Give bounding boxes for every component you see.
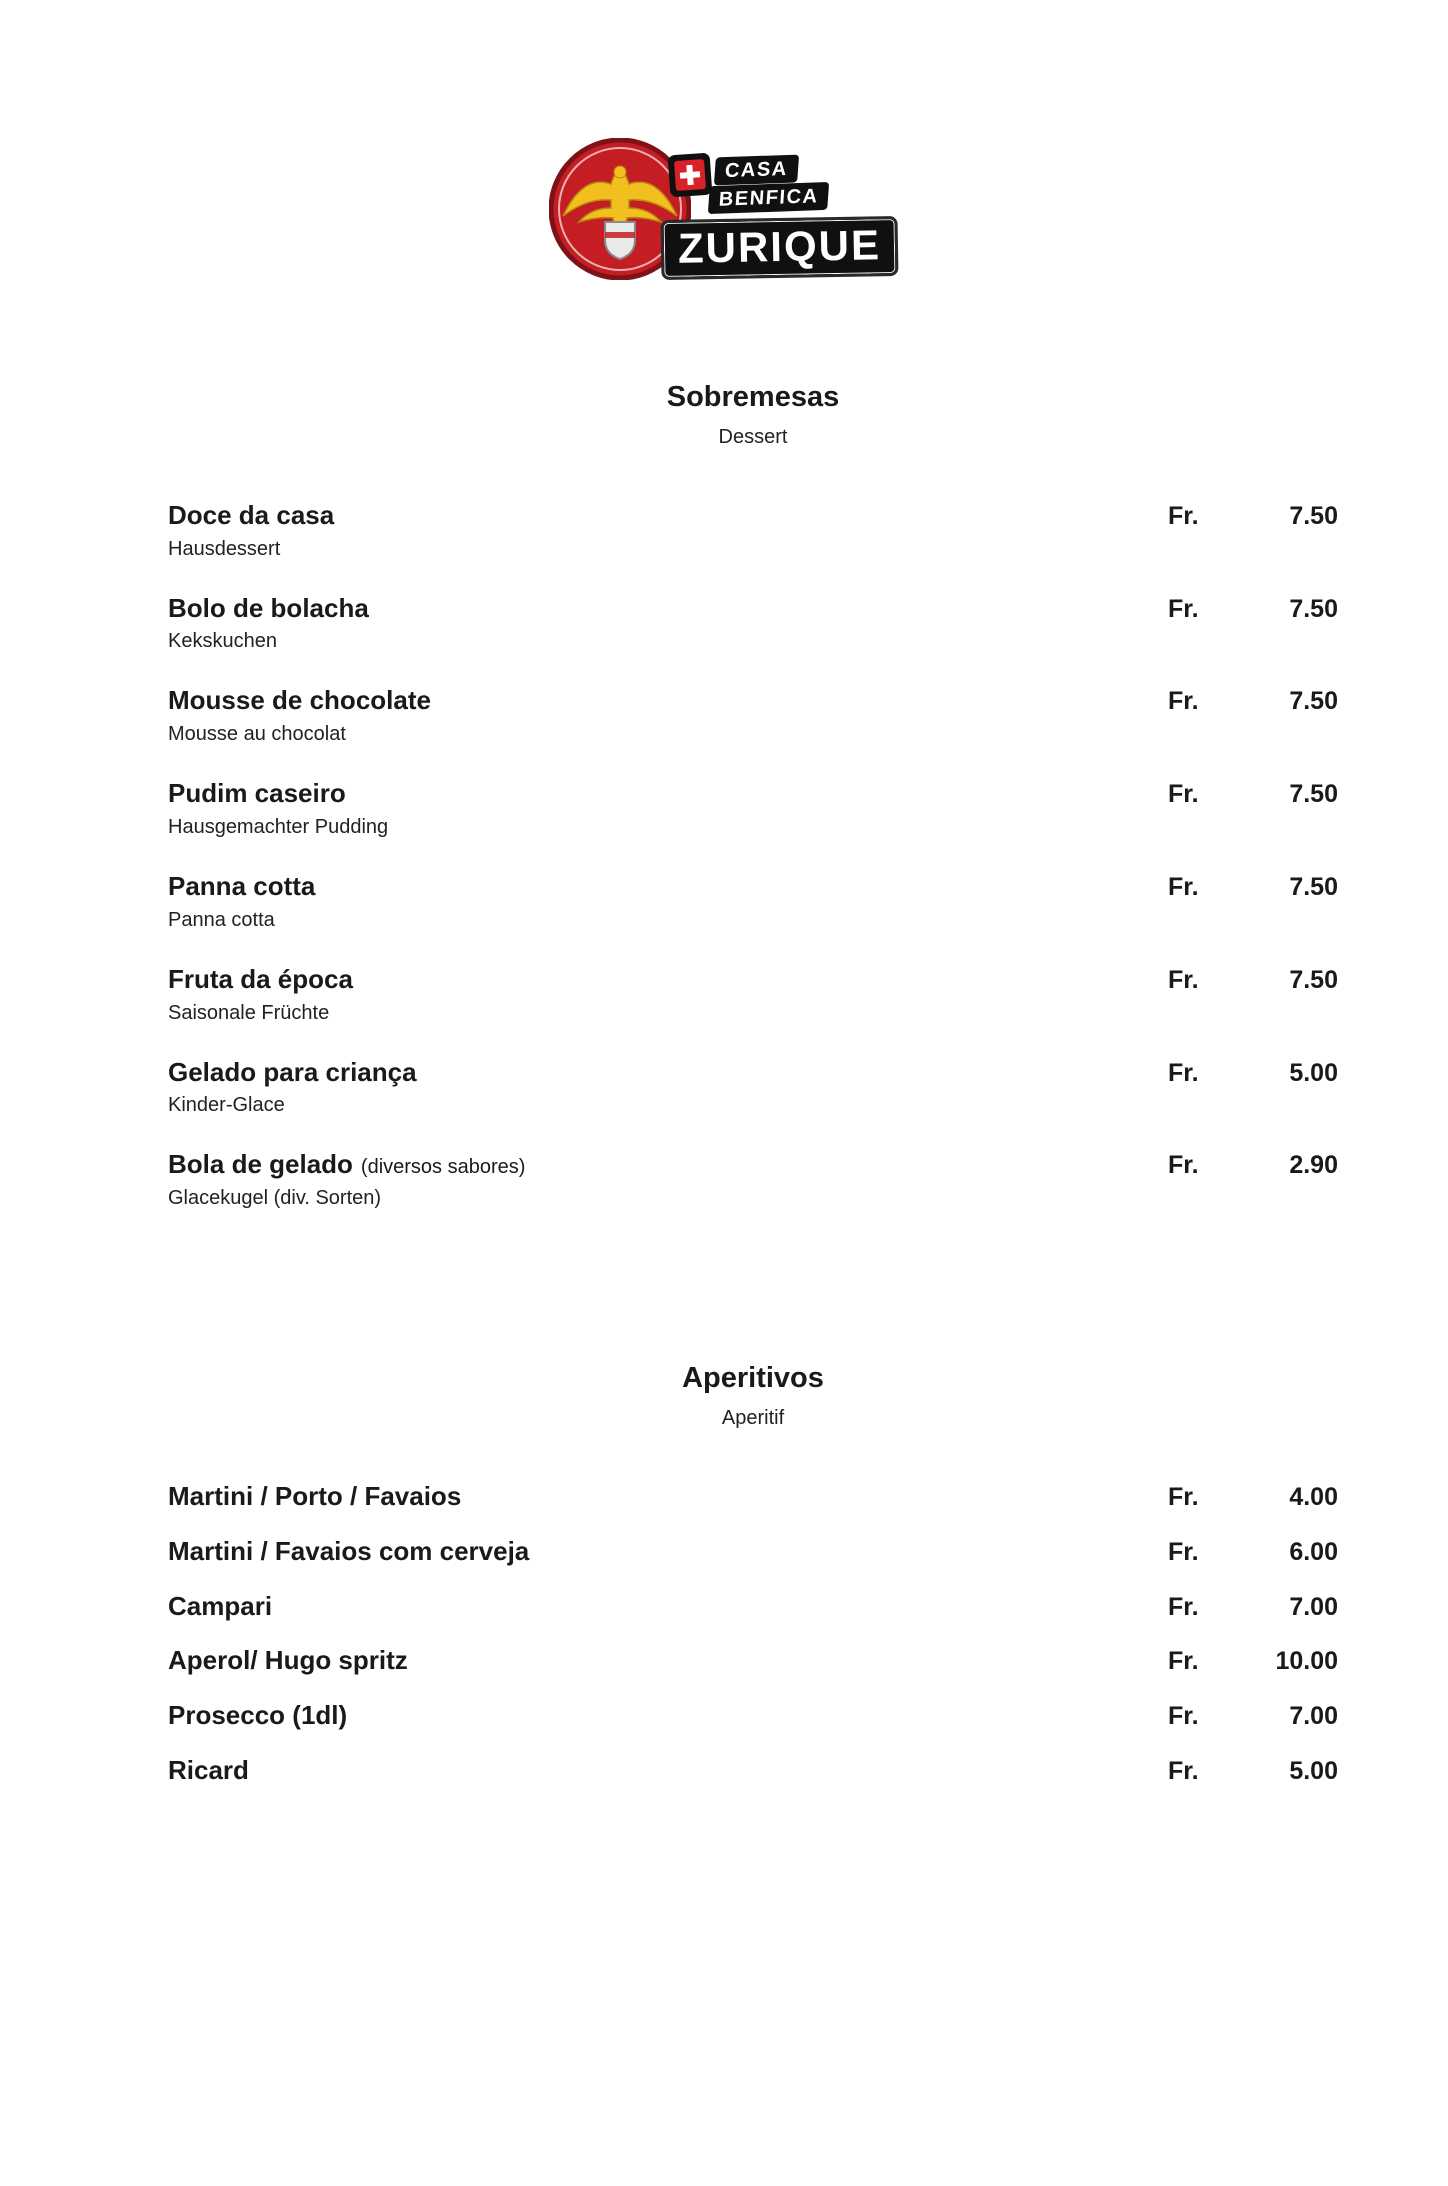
menu-item-text: [168, 1754, 1168, 1788]
menu-item-text: [168, 870, 1168, 933]
menu-item-price: 5.00: [1289, 1058, 1338, 1087]
menu-item-text: [168, 499, 1168, 562]
menu-item-price: 7.00: [1289, 1702, 1338, 1731]
menu-content: [168, 380, 1338, 1788]
menu-item-currency: Fr.: [1168, 1537, 1199, 1566]
menu-item-currency: Fr.: [1168, 687, 1199, 716]
menu-item-text: [168, 1056, 1168, 1119]
menu-item: [168, 1148, 1338, 1211]
menu-item-translation: Glacekugel (div. Sorten): [168, 1187, 382, 1210]
menu-item-text: [168, 1699, 1168, 1733]
menu-item-text: [168, 684, 1168, 747]
menu-item-text: [168, 777, 1168, 840]
menu-item-currency: Fr.: [1168, 780, 1199, 809]
aperitif-item-list: [168, 1480, 1338, 1788]
menu-item-name: Ricard: [168, 1754, 249, 1785]
menu-item-translation: Hausgemachter Pudding: [168, 815, 389, 838]
menu-item: [168, 1480, 1338, 1514]
menu-item-price: 6.00: [1289, 1537, 1338, 1566]
menu-item-note: (diversos sabores): [360, 1156, 526, 1179]
menu-item-name: Doce da casa: [168, 499, 335, 530]
menu-item-name: Martini / Porto / Favaios: [168, 1480, 462, 1511]
club-logo: [549, 138, 899, 298]
section-aperitifs: [168, 1361, 1338, 1788]
menu-item-name: Bola de gelado: [168, 1149, 353, 1180]
logo-text-benfica: BENFICA: [708, 182, 830, 214]
menu-item-price: 4.00: [1289, 1482, 1338, 1511]
menu-item-translation: Panna cotta: [168, 908, 275, 931]
menu-item-price: 5.00: [1289, 1756, 1338, 1785]
menu-item-price: 7.50: [1289, 780, 1338, 809]
menu-item-translation: Hausdessert: [168, 537, 281, 560]
menu-item-text: [168, 1644, 1168, 1678]
menu-item: [168, 870, 1338, 933]
menu-item-currency: Fr.: [1168, 594, 1199, 623]
menu-item: [168, 684, 1338, 747]
menu-item: [168, 499, 1338, 562]
section-title-desserts: Sobremesas: [666, 381, 840, 413]
menu-item: [168, 1056, 1338, 1119]
menu-item-name: Fruta da época: [168, 963, 353, 994]
menu-item: [168, 1699, 1338, 1733]
menu-item-currency: Fr.: [1168, 1647, 1199, 1676]
menu-item-name: Martini / Favaios com cerveja: [168, 1535, 530, 1566]
menu-item-name: Aperol/ Hugo spritz: [168, 1645, 408, 1676]
menu-item-currency: Fr.: [1168, 1702, 1199, 1731]
menu-item-name: Gelado para criança: [168, 1056, 417, 1087]
menu-item-text: [168, 1590, 1168, 1624]
menu-item-price: 7.50: [1289, 872, 1338, 901]
menu-item-currency: Fr.: [1168, 1592, 1199, 1621]
menu-item: [168, 1644, 1338, 1678]
menu-item: [168, 963, 1338, 1026]
swiss-cross-icon: [668, 153, 713, 198]
menu-item-name: Mousse de chocolate: [168, 685, 431, 716]
menu-item-text: [168, 1535, 1168, 1569]
menu-item-currency: Fr.: [1168, 872, 1199, 901]
section-subtitle-desserts: Dessert: [718, 425, 788, 448]
menu-item-price: 7.00: [1289, 1592, 1338, 1621]
menu-item-translation: Mousse au chocolat: [168, 723, 346, 746]
menu-item-name: Bolo de bolacha: [168, 592, 369, 623]
menu-item: [168, 1754, 1338, 1788]
dessert-item-list: [168, 499, 1338, 1211]
menu-item-currency: Fr.: [1168, 1482, 1199, 1511]
menu-item: [168, 1590, 1338, 1624]
section-title-aperitifs: Aperitivos: [682, 1362, 824, 1395]
menu-item-currency: Fr.: [1168, 1151, 1199, 1180]
menu-item-currency: Fr.: [1168, 1756, 1199, 1785]
menu-item-translation: Kinder-Glace: [168, 1094, 285, 1117]
menu-item: [168, 1535, 1338, 1569]
menu-item-name: Panna cotta: [168, 870, 316, 901]
menu-item-translation: Kekskuchen: [168, 630, 277, 653]
menu-item-price: 7.50: [1289, 501, 1338, 530]
menu-item-name: Prosecco (1dl): [168, 1700, 348, 1731]
menu-item-text: [168, 1480, 1168, 1514]
menu-item-price: 10.00: [1275, 1647, 1338, 1676]
menu-item-text: [168, 592, 1168, 655]
menu-item-name: Campari: [168, 1590, 273, 1621]
menu-item-price: 7.50: [1289, 594, 1338, 623]
menu-item-name: Pudim caseiro: [168, 778, 346, 809]
menu-item-price: 7.50: [1289, 965, 1338, 994]
menu-item-currency: Fr.: [1168, 1058, 1199, 1087]
menu-item-price: 7.50: [1289, 687, 1338, 716]
menu-page: [0, 138, 1448, 2186]
menu-item-currency: Fr.: [1168, 965, 1199, 994]
menu-item-currency: Fr.: [1168, 501, 1199, 530]
section-subtitle-aperitifs: Aperitif: [721, 1406, 785, 1429]
menu-item-text: [168, 963, 1168, 1026]
logo-text-zurique: ZURIQUE: [660, 216, 898, 280]
menu-item-text: [168, 1148, 1168, 1211]
menu-item-price: 2.90: [1289, 1151, 1338, 1180]
menu-item: [168, 777, 1338, 840]
logo-text-casa: CASA: [714, 155, 799, 186]
menu-item-translation: Saisonale Früchte: [168, 1001, 330, 1024]
section-desserts: [168, 380, 1338, 1211]
menu-item: [168, 592, 1338, 655]
